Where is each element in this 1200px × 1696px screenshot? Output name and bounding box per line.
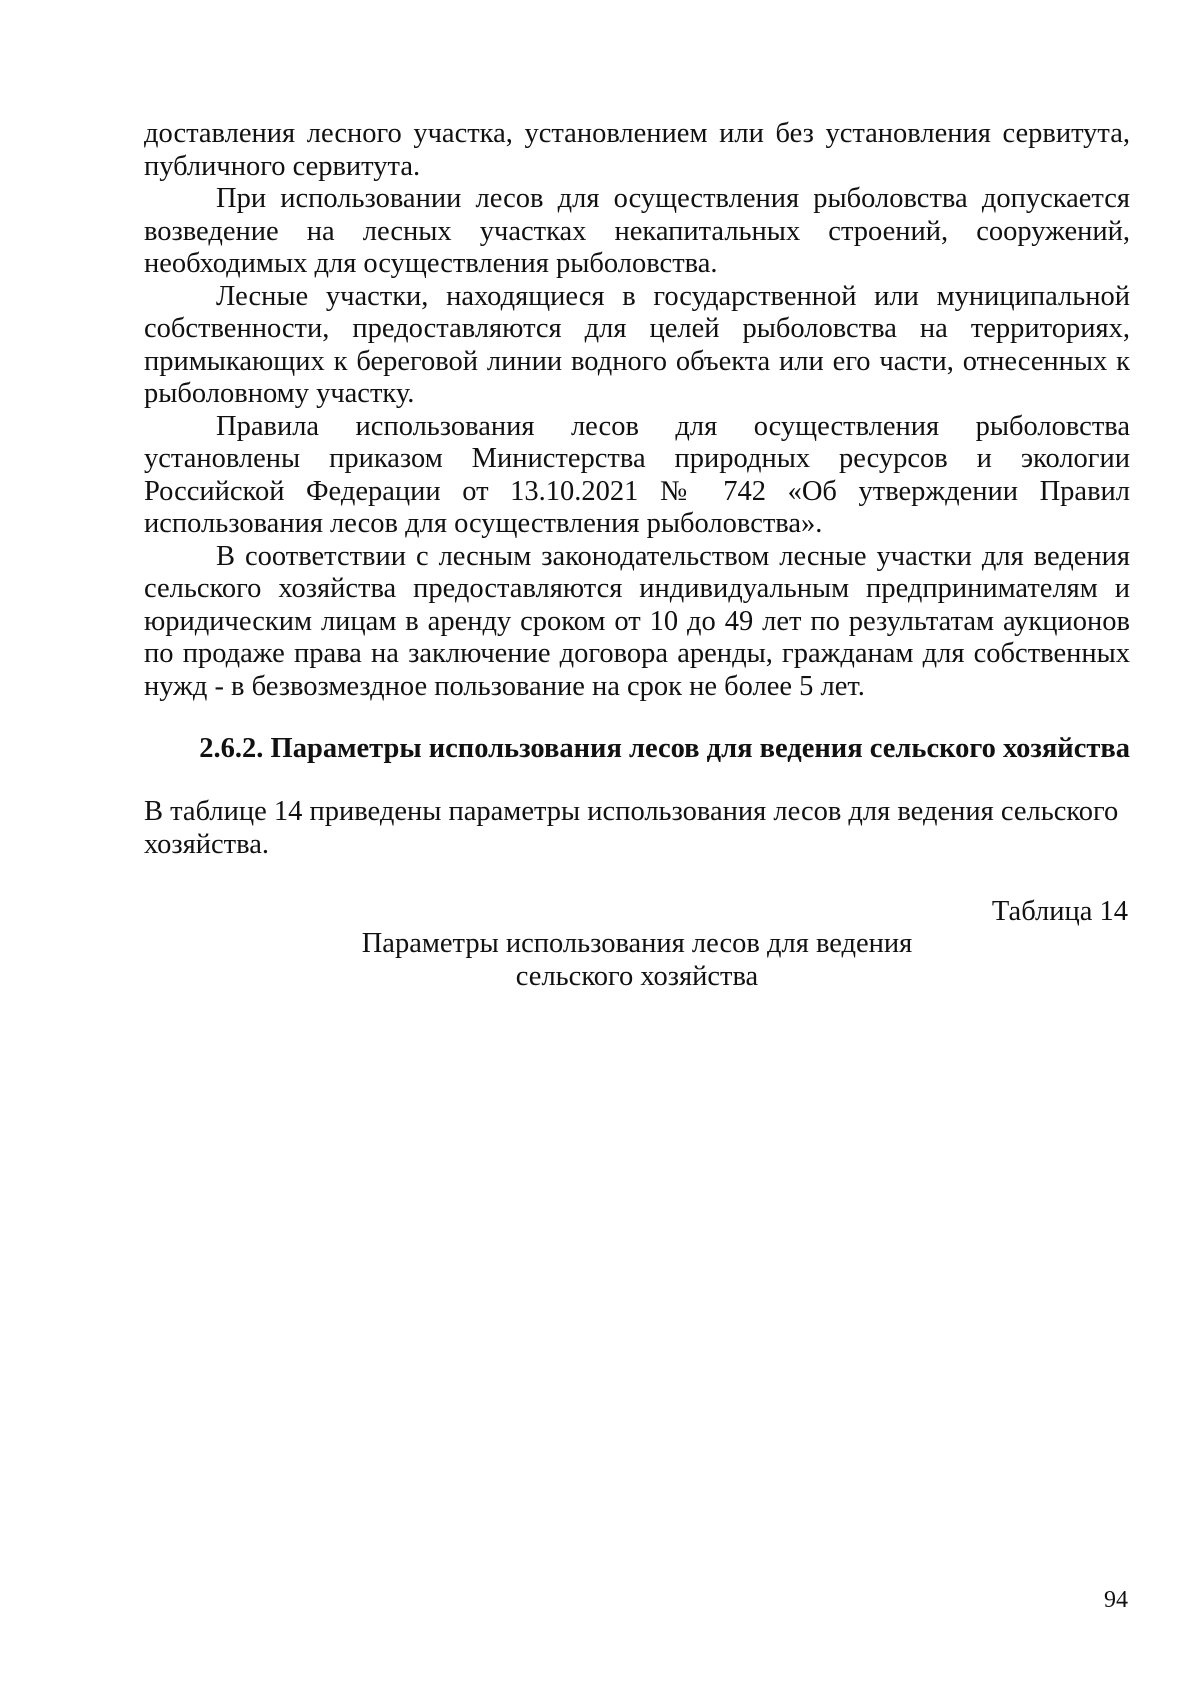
paragraph-fishing-rules: Правила использования лесов для осуществления рыболовства установлены приказом Министерства природных ресурсов и экологии Российской Федерации от 13.10.2021 № 742 «Об утверждении Правил использования лесов для осуществления рыболовства». <box>144 410 1130 539</box>
paragraph-continuation: доставления лесного участка, установлением или без установления сервитута, публичного сервитута. <box>144 118 1130 182</box>
paragraph-fishing-structures: При использовании лесов для осуществления рыболовства допускается возведение на лесных участках некапитальных строений, сооружений, необходимых для осуществления рыболовства. <box>144 183 1130 279</box>
paragraph-fishing-plots: Лесные участки, находящиеся в государственной или муниципальной собственности, предоставляются для целей рыболовства на территориях, примыкающих к береговой линии водного объекта или его части, отнесенных к рыболовному участку. <box>144 280 1130 409</box>
page-number: 94 <box>1104 1587 1128 1613</box>
paragraph-agriculture-lease: В соответствии с лесным законодательством лесные участки для ведения сельского хозяйства предоставляются индивидуальным предпринимателям и юридическим лицам в аренду сроком от 10 до 49 лет по результатам аукционов по продаже права на заключение договора аренды, гражданам для собственных нужд - в безвозмездное пользование на срок не более 5 лет. <box>144 540 1130 702</box>
table-label: Таблица 14 <box>991 896 1128 927</box>
table-caption-line-1: Параметры использования лесов для ведения <box>361 928 913 959</box>
table-intro-text: В таблице 14 приведены параметры использования лесов для ведения сельского хозяйства. <box>144 796 1119 860</box>
table-caption-line-2: сельского хозяйства <box>515 960 759 992</box>
body-text <box>144 118 1130 703</box>
table-caption <box>144 928 1130 993</box>
section-heading: 2.6.2. Параметры использования лесов для ведения сельского хозяйства <box>199 733 1130 764</box>
